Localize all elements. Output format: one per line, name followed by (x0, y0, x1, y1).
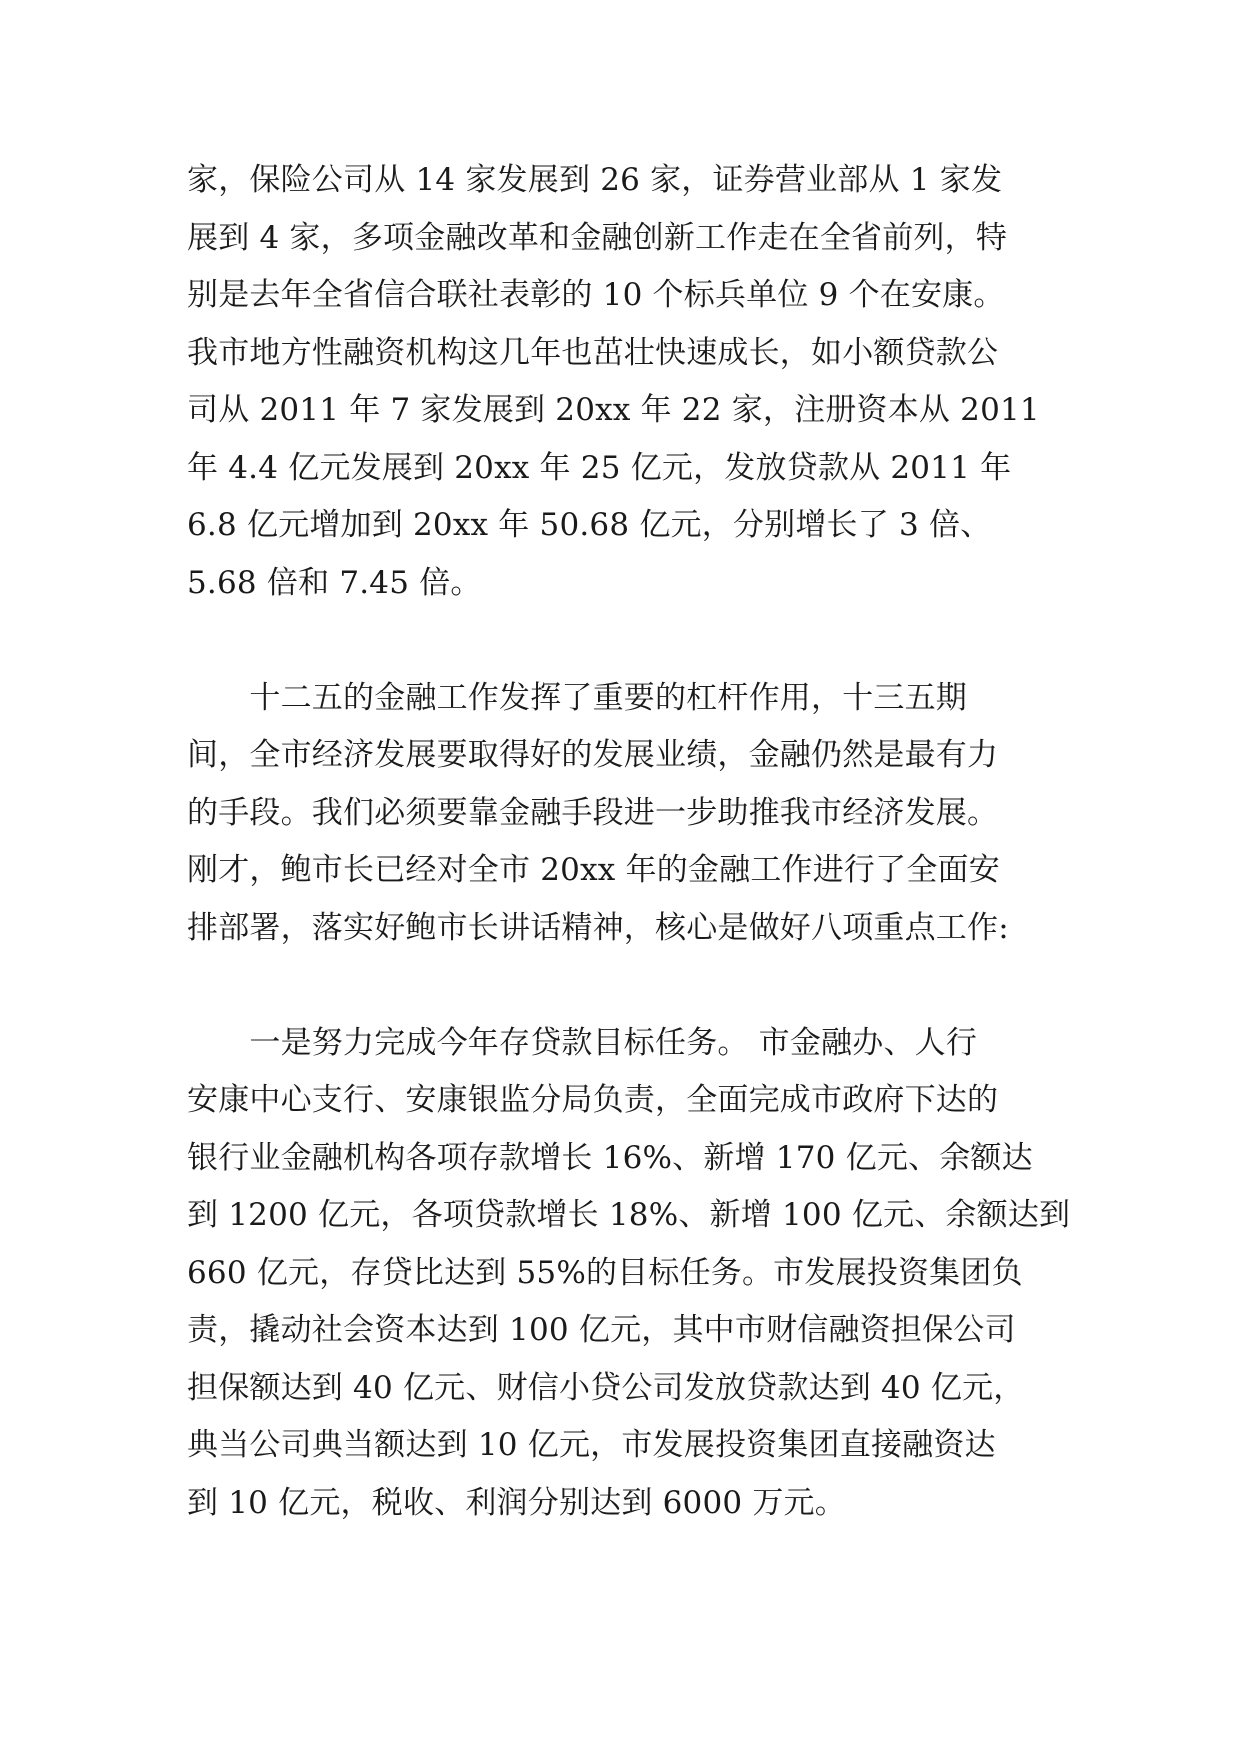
text-line: 的手段。我们必须要靠金融手段进一步助推我市经济发展。 (187, 794, 999, 831)
text-line: 我市地方性融资机构这几年也茁壮快速成长，如小额贷款公 (187, 334, 999, 371)
text-line: 展到 4 家，多项金融改革和金融创新工作走在全省前列，特 (187, 219, 1008, 256)
text-line: 银行业金融机构各项存款增长 16%、新增 170 亿元、余额达 (187, 1139, 1033, 1176)
text-line: 一是努力完成今年存贷款目标任务。 市金融办、人行 (187, 1024, 978, 1061)
text-line: 安康中心支行、安康银监分局负责，全面完成市政府下达的 (187, 1082, 999, 1118)
text-line: 家，保险公司从 14 家发展到 26 家，证券营业部从 1 家发 (187, 162, 1003, 198)
text-line: 司从 2011 年 7 家发展到 20xx 年 22 家，注册资本从 2011 (187, 392, 1040, 428)
paragraph-1 (187, 152, 1067, 612)
text-line: 6.8 亿元增加到 20xx 年 50.68 亿元，分别增长了 3 倍、 (187, 507, 992, 543)
text-line: 刚才，鲍市长已经对全市 20xx 年的金融工作进行了全面安 (187, 852, 1000, 888)
paragraph-spacer (187, 612, 1067, 670)
text-line: 660 亿元，存贷比达到 55%的目标任务。市发展投资集团负 (187, 1254, 1023, 1291)
text-line: 别是去年全省信合联社表彰的 10 个标兵单位 9 个在安康。 (187, 277, 1005, 313)
document-body (187, 152, 1071, 1532)
text-line: 年 4.4 亿元发展到 20xx 年 25 亿元，发放贷款从 2011 年 (187, 449, 1012, 486)
text-line: 到 10 亿元，税收、利润分别达到 6000 万元。 (187, 1484, 846, 1521)
paragraph-2 (187, 670, 1067, 958)
text-line: 典当公司典当额达到 10 亿元，市发展投资集团直接融资达 (187, 1427, 996, 1463)
paragraph-spacer (187, 957, 1067, 1015)
text-line: 到 1200 亿元，各项贷款增长 18%、新增 100 亿元、余额达到 (187, 1197, 1071, 1233)
text-line: 间，全市经济发展要取得好的发展业绩，金融仍然是最有力 (187, 737, 999, 773)
text-line: 十二五的金融工作发挥了重要的杠杆作用，十三五期 (187, 679, 967, 716)
text-line: 担保额达到 40 亿元、财信小贷公司发放贷款达到 40 亿元， (187, 1369, 1025, 1406)
text-line: 责，撬动社会资本达到 100 亿元，其中市财信融资担保公司 (187, 1312, 1016, 1348)
text-line: 5.68 倍和 7.45 倍。 (187, 564, 482, 601)
paragraph-3 (187, 1015, 1071, 1533)
text-line: 排部署，落实好鲍市长讲话精神，核心是做好八项重点工作: (187, 909, 1009, 946)
